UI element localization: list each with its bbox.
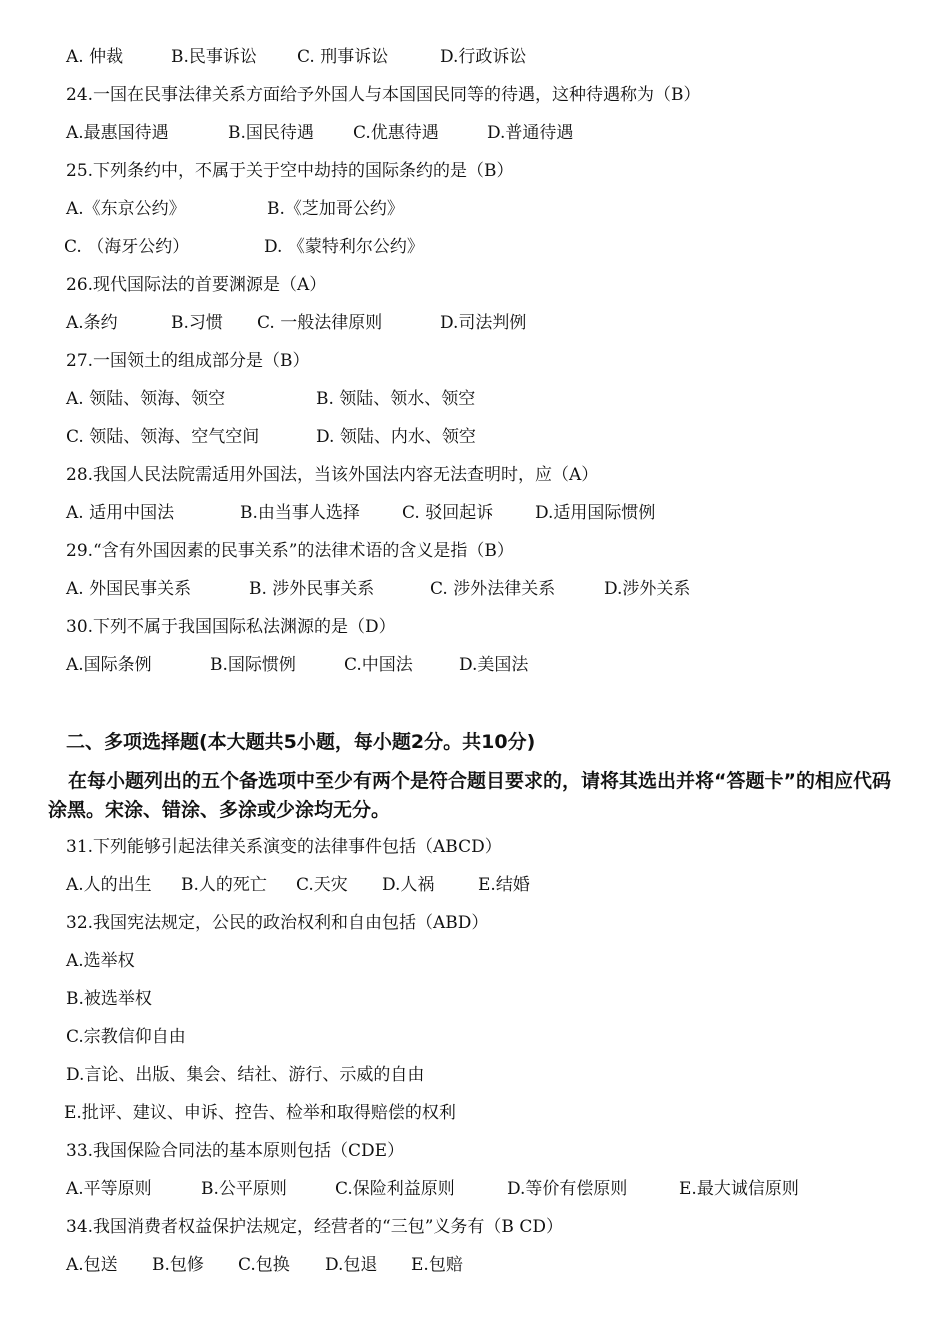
question-33-stem: 33.我国保险合同法的基本原则包括（CDE）	[66, 1141, 405, 1161]
option-c: C.宗教信仰自由	[66, 1027, 186, 1047]
option-d: D.涉外关系	[604, 579, 691, 599]
option-d: D.言论、出版、集会、结社、游行、示威的自由	[66, 1065, 425, 1085]
option-e: E.批评、建议、申诉、控告、检举和取得赔偿的权利	[64, 1103, 456, 1123]
option-a: A. 适用中国法	[66, 503, 175, 523]
option-a: A. 领陆、领海、领空	[66, 389, 226, 409]
section-instruction: 在每小题列出的五个备选项中至少有两个是符合题目要求的，请将其选出并将“答题卡”的相应代码涂黑。宋涂、错涂、多涂或少涂均无分。	[48, 770, 891, 821]
question-31-stem: 31.下列能够引起法律关系演变的法律事件包括（ABCD）	[66, 837, 502, 857]
option-a: A. 外国民事关系	[66, 579, 192, 599]
option-a: A.包送	[66, 1255, 118, 1275]
option-e: E.最大诚信原则	[679, 1179, 799, 1199]
question-34-stem: 34.我国消费者权益保护法规定，经营者的“三包”义务有（B CD）	[66, 1217, 563, 1237]
option-a: A.条约	[66, 313, 118, 333]
option-b: B.《芝加哥公约》	[267, 199, 404, 219]
question-28-stem: 28.我国人民法院需适用外国法，当该外国法内容无法查明时，应（A）	[66, 465, 599, 485]
option-b: B.人的死亡	[181, 875, 267, 895]
option-b: B.国际惯例	[210, 655, 296, 675]
option-c: C.保险利益原则	[335, 1179, 455, 1199]
option-d: D.等价有偿原则	[507, 1179, 628, 1199]
option-b: B.包修	[152, 1255, 204, 1275]
question-32-stem: 32.我国宪法规定，公民的政治权利和自由包括（ABD）	[66, 913, 489, 933]
option-d: D.人祸	[382, 875, 435, 895]
option-c: C.优惠待遇	[353, 123, 439, 143]
option-c: C. 涉外法律关系	[430, 579, 556, 599]
option-c: C. 领陆、领海、空气空间	[66, 427, 260, 447]
option-a: A.《东京公约》	[66, 199, 186, 219]
option-b: B.由当事人选择	[240, 503, 360, 523]
option-d: D.美国法	[459, 655, 529, 675]
option-b: B.国民待遇	[228, 123, 314, 143]
option-c: C. 刑事诉讼	[297, 47, 389, 67]
question-29-stem: 29.“含有外国因素的民事关系”的法律术语的含义是指（B）	[66, 541, 514, 561]
option-a: A.选举权	[66, 951, 135, 971]
option-d: D. 领陆、内水、领空	[316, 427, 476, 447]
option-a: A. 仲裁	[66, 47, 124, 67]
option-b: B.公平原则	[201, 1179, 287, 1199]
option-c: C. （海牙公约）	[64, 237, 190, 257]
option-b: B.民事诉讼	[171, 47, 257, 67]
option-a: A.人的出生	[66, 875, 152, 895]
option-c: C.包换	[238, 1255, 290, 1275]
option-b: B. 领陆、领水、领空	[316, 389, 476, 409]
option-d: D.普通待遇	[487, 123, 574, 143]
option-c: C.中国法	[344, 655, 413, 675]
option-d: D.行政诉讼	[440, 47, 527, 67]
option-d: D.适用国际惯例	[535, 503, 656, 523]
option-a: A.平等原则	[66, 1179, 152, 1199]
option-c: C. 驳回起诉	[402, 503, 494, 523]
option-b: B.被选举权	[66, 989, 152, 1009]
option-a: A.最惠国待遇	[66, 123, 169, 143]
option-b: B. 涉外民事关系	[249, 579, 375, 599]
option-a: A.国际条例	[66, 655, 152, 675]
question-25-stem: 25.下列条约中，不属于关于空中劫持的国际条约的是（B）	[66, 161, 514, 181]
question-30-stem: 30.下列不属于我国国际私法渊源的是（D）	[66, 617, 396, 637]
question-27-stem: 27.一国领土的组成部分是（B）	[66, 351, 310, 371]
question-24-stem: 24.一国在民事法律关系方面给予外国人与本国国民同等的待遇，这种待遇称为（B）	[66, 85, 701, 105]
option-c: C.天灾	[296, 875, 348, 895]
option-b: B.习惯	[171, 313, 223, 333]
option-d: D.司法判例	[440, 313, 527, 333]
option-d: D. 《蒙特利尔公约》	[264, 237, 424, 257]
option-d: D.包退	[325, 1255, 378, 1275]
question-26-stem: 26.现代国际法的首要渊源是（A）	[66, 275, 327, 295]
option-e: E.包赔	[411, 1255, 463, 1275]
section-heading: 二、多项选择题(本大题共5小题，每小题2分。共10分)	[66, 731, 536, 753]
option-c: C. 一般法律原则	[257, 313, 383, 333]
option-e: E.结婚	[478, 875, 530, 895]
